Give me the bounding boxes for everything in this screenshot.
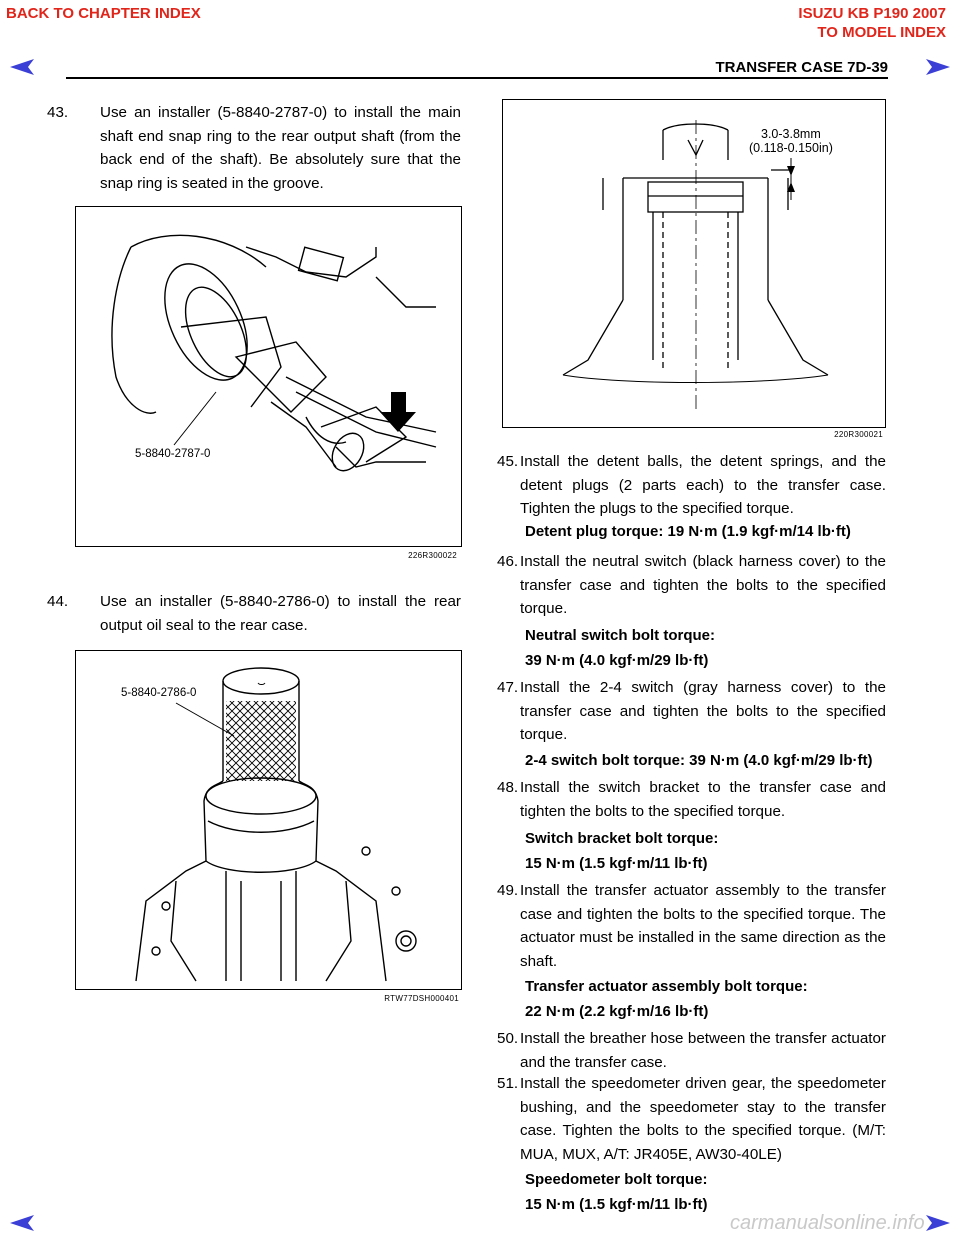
step-text: Install the neutral switch (black harness cover) to the transfer case and tighten the bolts to the specified torque. xyxy=(520,553,886,618)
step-number: 46. xyxy=(497,553,519,570)
torque-spec-label: Neutral switch bolt torque: xyxy=(525,627,716,644)
step-51 xyxy=(497,1072,886,1166)
next-page-arrow-icon[interactable] xyxy=(922,58,952,76)
back-to-chapter-link[interactable]: BACK TO CHAPTER INDEX xyxy=(6,5,201,22)
figure-snap-ring-installer xyxy=(75,206,462,560)
torque-spec-value: 22 N·m (2.2 kgf·m/16 lb·ft) xyxy=(525,1003,709,1020)
tool-label: 5-8840-2786-0 xyxy=(121,687,197,699)
prev-page-arrow-icon[interactable] xyxy=(8,58,38,76)
next-page-arrow-icon[interactable] xyxy=(922,1214,952,1232)
figure-code: RTW77DSH000401 xyxy=(384,994,459,1003)
torque-spec-value: 15 N·m (1.5 kgf·m/11 lb·ft) xyxy=(525,1196,708,1213)
step-number: 45. xyxy=(497,453,519,470)
to-model-index-link[interactable]: TO MODEL INDEX xyxy=(817,24,946,41)
torque-spec-value: 15 N·m (1.5 kgf·m/11 lb·ft) xyxy=(525,855,708,872)
step-50 xyxy=(497,1027,886,1074)
step-46 xyxy=(497,550,886,621)
torque-spec-label: Switch bracket bolt torque: xyxy=(525,830,719,847)
installer-drawing xyxy=(76,207,461,546)
figure-code: 226R300022 xyxy=(408,551,457,560)
oil-seal-installer-drawing xyxy=(76,651,461,989)
figure-code: 220R300021 xyxy=(834,430,883,439)
step-number: 47. xyxy=(497,679,519,696)
header-rule xyxy=(66,77,888,79)
page-header-title: TRANSFER CASE 7D-39 xyxy=(715,59,888,76)
torque-spec-value: 39 N·m (4.0 kgf·m/29 lb·ft) xyxy=(525,652,709,669)
clearance-dim-mm: 3.0-3.8mm xyxy=(761,127,821,141)
step-45 xyxy=(497,450,886,521)
prev-page-arrow-icon[interactable] xyxy=(8,1214,38,1232)
watermark: carmanualsonline.info xyxy=(730,1212,925,1234)
step-text: Install the switch bracket to the transfer case and tighten the bolts to the specified torque. xyxy=(520,779,886,820)
torque-spec-label: Transfer actuator assembly bolt torque: xyxy=(525,978,808,995)
step-number: 44. xyxy=(47,593,69,610)
step-text: Install the detent balls, the detent springs, and the detent plugs (2 parts each) to the transfer case. Tighten the plugs to the specified torque. xyxy=(520,453,886,518)
torque-spec: Detent plug torque: 19 N·m (1.9 kgf·m/14 lb·ft) xyxy=(525,523,851,540)
step-text: Install the 2-4 switch (gray harness cover) to the transfer case and tighten the bolts to the specified torque. xyxy=(520,679,886,744)
step-44 xyxy=(47,590,461,637)
step-number: 43. xyxy=(47,104,69,121)
step-text: Use an installer (5-8840-2786-0) to install the rear output oil seal to the rear case. xyxy=(100,593,461,634)
step-text: Install the breather hose between the transfer actuator and the transfer case. xyxy=(520,1030,886,1071)
step-number: 50. xyxy=(497,1030,519,1047)
step-43 xyxy=(47,101,461,195)
model-title-link[interactable]: ISUZU KB P190 2007 xyxy=(798,5,946,22)
step-number: 51. xyxy=(497,1075,519,1092)
step-47 xyxy=(497,676,886,747)
step-text: Install the transfer actuator assembly to the transfer case and tighten the bolts to the specified torque. The actuator must be installed in the same direction as the shaft. xyxy=(520,882,886,970)
torque-spec-label: Speedometer bolt torque: xyxy=(525,1171,708,1188)
step-number: 48. xyxy=(497,779,519,796)
step-text: Install the speedometer driven gear, the speedometer bushing, and the speedometer stay to the transfer case. Tighten the bolts to the specified torque. (M/T: MUA, MUX, A/T: JR405E, AW30-40LE) xyxy=(520,1075,886,1163)
tool-label: 5-8840-2787-0 xyxy=(135,448,211,460)
step-48 xyxy=(497,776,886,823)
step-49 xyxy=(497,879,886,973)
figure-snap-ring-clearance xyxy=(502,99,886,439)
torque-spec: 2-4 switch bolt torque: 39 N·m (4.0 kgf·m/29 lb·ft) xyxy=(525,752,873,769)
clearance-dim-in: (0.118-0.150in) xyxy=(749,141,833,155)
step-number: 49. xyxy=(497,882,519,899)
figure-oil-seal-installer xyxy=(75,650,462,1003)
step-text: Use an installer (5-8840-2787-0) to install the main shaft end snap ring to the rear output shaft (from the back end of the shaft). Be absolutely sure that the snap ring is seated in the groove. xyxy=(100,104,461,192)
